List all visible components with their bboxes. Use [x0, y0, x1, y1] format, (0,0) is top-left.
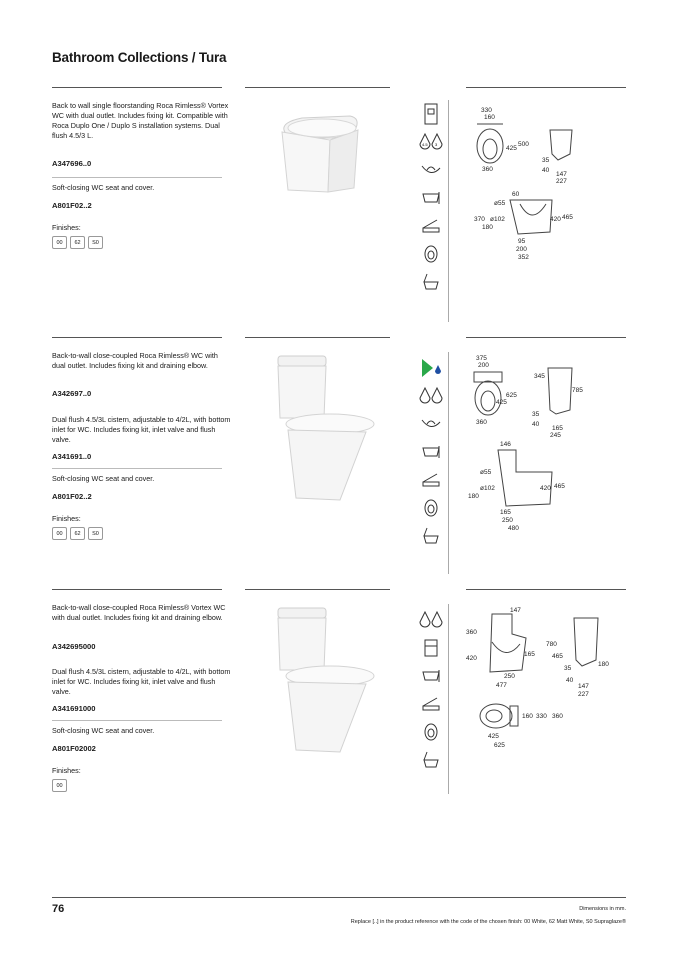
dimension-label: 480 — [508, 525, 519, 532]
seat-cover-icon — [416, 690, 446, 718]
wall-hung-icon — [416, 184, 446, 212]
product-photo-wall-wc — [262, 100, 372, 200]
dimension-label: 330 — [481, 107, 492, 114]
product-photo-close-coupled-vortex-wc — [268, 604, 378, 754]
product-photo-close-coupled-wc — [268, 352, 378, 502]
svg-text:3: 3 — [435, 142, 438, 147]
wall-hung-icon — [416, 662, 446, 690]
finish-chip[interactable]: 62 — [70, 236, 85, 249]
dimension-label: 35 — [542, 157, 550, 164]
dimension-label: 180 — [468, 493, 479, 500]
dimension-label: 785 — [572, 387, 583, 394]
dimension-label: 360 — [466, 629, 477, 636]
dimension-label: ø102 — [480, 485, 495, 492]
bowl-top-icon — [416, 494, 446, 522]
rimless-vortex-icon — [416, 156, 446, 184]
page-number: 76 — [52, 903, 65, 915]
product-description: Back-to-wall close-coupled Roca Rimless® WC with dual outlet. Includes fixing kit and draining elbow. — [52, 351, 218, 370]
dimension-label: 227 — [578, 691, 589, 698]
dimension-label: 35 — [564, 665, 572, 672]
section-rule — [245, 337, 390, 338]
seat-code: A801F02..2 — [52, 492, 92, 501]
footer-rule — [52, 897, 626, 898]
footer-finish-note: Replace [..] in the product reference with the code of the chosen finish: 00 White, 62 Matt White, S0 Supraglaze® — [350, 919, 626, 925]
section-rule — [245, 87, 390, 88]
dimension-label: 165 — [500, 509, 511, 516]
dimension-label: 420 — [550, 216, 561, 223]
technical-drawing-p1 — [462, 104, 627, 264]
dimension-label: 250 — [502, 517, 513, 524]
dimension-label: 200 — [478, 362, 489, 369]
section-rule — [466, 337, 626, 338]
dimension-label: 227 — [556, 178, 567, 185]
seat-code: A801F02002 — [52, 744, 96, 753]
installation-frame-icon — [416, 100, 446, 128]
soft-close-icon — [416, 268, 446, 296]
seat-description: Soft-closing WC seat and cover. — [52, 183, 155, 192]
divider — [52, 177, 222, 178]
dual-flush-icon — [416, 606, 446, 634]
dimension-label: 425 — [488, 733, 499, 740]
dimension-label: 370 — [474, 216, 485, 223]
finishes-label: Finishes: — [52, 514, 81, 523]
dual-flush-icon — [416, 382, 446, 410]
finish-chip[interactable]: S0 — [88, 527, 103, 540]
water-saving-arrow — [422, 359, 433, 377]
finish-chip[interactable]: 62 — [70, 527, 85, 540]
column-divider — [448, 604, 449, 794]
product-description: Back to wall single floorstanding Roca Rimless® Vortex WC with dual outlet. Includes fixing kit. Compatible with Roca Duplo One / Duplo S installation systems. Dual flush 4.5/3 L. — [52, 101, 229, 140]
dimension-label: 352 — [518, 254, 529, 261]
cistern-description: Dual flush 4.5/3L cistern, adjustable to 4/2L, with bottom inlet for WC. Includes fixing kit, inlet valve and flush valve. — [52, 667, 231, 696]
dimension-label: 40 — [532, 421, 540, 428]
dimension-label: 147 — [556, 171, 567, 178]
dimension-label: ø55 — [480, 469, 492, 476]
dimension-label: 95 — [518, 238, 526, 245]
dimension-label: 330 — [536, 713, 547, 720]
dimension-label: 40 — [566, 677, 574, 684]
dimension-label: 250 — [504, 673, 515, 680]
section-rule — [466, 87, 626, 88]
section-rule — [52, 87, 222, 88]
finishes-label: Finishes: — [52, 223, 81, 232]
dimension-label: 345 — [534, 373, 545, 380]
footer-dimensions-note: Dimensions in mm. — [579, 906, 626, 912]
dimension-label: 180 — [598, 661, 609, 668]
column-divider — [448, 100, 449, 322]
technical-drawing-p2 — [462, 352, 627, 537]
dimension-label: 165 — [524, 651, 535, 658]
dimension-label: 146 — [500, 441, 511, 448]
section-rule — [245, 589, 390, 590]
seat-description: Soft-closing WC seat and cover. — [52, 474, 155, 483]
dimension-label: 160 — [522, 713, 533, 720]
seat-code: A801F02..2 — [52, 201, 92, 210]
cistern-icon — [416, 634, 446, 662]
soft-close-icon — [416, 522, 446, 550]
dimension-label: 180 — [482, 224, 493, 231]
dimension-label: 780 — [546, 641, 557, 648]
product-code: A342697..0 — [52, 389, 92, 398]
dimension-label: 425 — [496, 399, 507, 406]
finish-chip[interactable]: 00 — [52, 236, 67, 249]
divider — [52, 720, 222, 721]
section-rule — [52, 589, 222, 590]
cistern-code: A341691..0 — [52, 452, 92, 461]
dimension-label: 360 — [476, 419, 487, 426]
product-description: Back-to-wall close-coupled Roca Rimless® Vortex WC with dual outlet. Includes fixing kit and draining elbow. — [52, 603, 226, 622]
dual-flush-icon — [416, 128, 446, 156]
dimension-label: 200 — [516, 246, 527, 253]
dimension-label: 40 — [542, 167, 550, 174]
seat-cover-icon — [416, 466, 446, 494]
dimension-label: 425 — [506, 145, 517, 152]
section-rule — [52, 337, 222, 338]
wall-hung-icon — [416, 438, 446, 466]
finishes-label: Finishes: — [52, 766, 81, 775]
finish-swatches — [52, 527, 103, 540]
water-saving-icon — [416, 354, 446, 382]
product-code: A347696..0 — [52, 159, 92, 168]
dimension-label: 35 — [532, 411, 540, 418]
dimension-label: 465 — [562, 214, 573, 221]
dimension-label: 420 — [540, 485, 551, 492]
dimension-label: ø55 — [494, 200, 506, 207]
finish-swatches — [52, 779, 67, 792]
cistern-description: Dual flush 4.5/3L cistern, adjustable to 4/2L, with bottom inlet for WC. Includes fixing kit, inlet valve and flush valve. — [52, 415, 231, 444]
dimension-label: 360 — [552, 713, 563, 720]
dimension-label: 160 — [484, 114, 495, 121]
dimension-label: 625 — [494, 742, 505, 749]
cistern-code: A341691000 — [52, 704, 96, 713]
dimension-label: 465 — [554, 483, 565, 490]
dimension-label: 245 — [550, 432, 561, 439]
bowl-top-icon — [416, 718, 446, 746]
bowl-top-icon — [416, 240, 446, 268]
dimension-label: 165 — [552, 425, 563, 432]
finish-chip[interactable]: 00 — [52, 779, 67, 792]
dimension-label: 147 — [578, 683, 589, 690]
product-code: A342695000 — [52, 642, 96, 651]
rimless-icon — [416, 410, 446, 438]
dimension-label: 60 — [512, 191, 520, 198]
dimension-label: 147 — [510, 607, 521, 614]
technical-drawing-p3 — [462, 604, 627, 754]
soft-close-icon — [416, 746, 446, 774]
page-title: Bathroom Collections / Tura — [52, 50, 227, 65]
section-rule — [466, 589, 626, 590]
dimension-label: 625 — [506, 392, 517, 399]
feature-icons — [416, 100, 446, 296]
dimension-label: 465 — [552, 653, 563, 660]
column-divider — [448, 352, 449, 574]
dimension-label: 360 — [482, 166, 493, 173]
dimension-label: 375 — [476, 355, 487, 362]
seat-description: Soft-closing WC seat and cover. — [52, 726, 155, 735]
dimension-label: 420 — [466, 655, 477, 662]
divider — [52, 468, 222, 469]
finish-swatches — [52, 236, 103, 249]
seat-cover-icon — [416, 212, 446, 240]
finish-chip[interactable]: S0 — [88, 236, 103, 249]
dimension-label: 477 — [496, 682, 507, 689]
dimension-label: 500 — [518, 141, 529, 148]
feature-icons — [416, 606, 446, 774]
finish-chip[interactable]: 00 — [52, 527, 67, 540]
svg-text:4.5: 4.5 — [422, 142, 428, 147]
feature-icons — [416, 354, 446, 550]
dimension-label: ø102 — [490, 216, 505, 223]
